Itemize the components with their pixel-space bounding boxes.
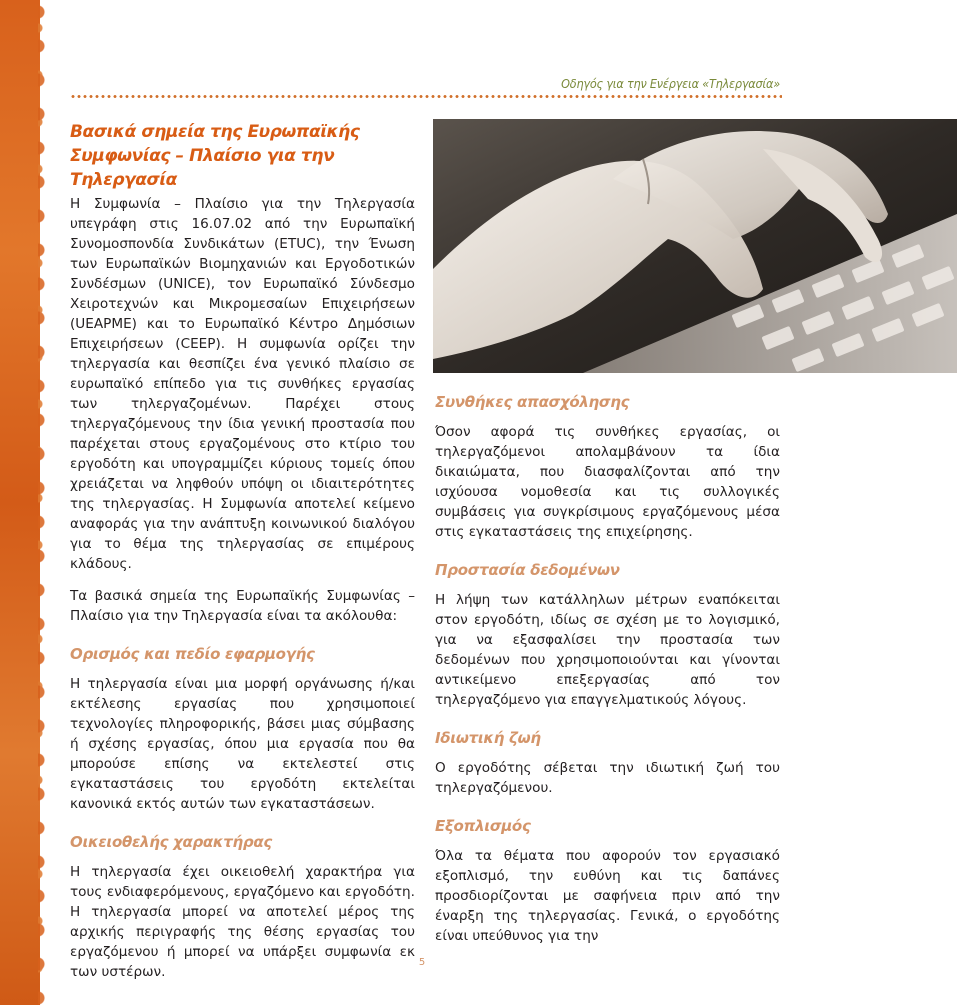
- paragraph-equipment: Όλα τα θέματα που αφορούν τον εργασιακό εξοπλισμό, την ευθύνη και τις δαπάνες προσδιορίζονται με σαφήνεια πριν από την έναρξη της τηλεργασίας. Γενικά, ο εργοδότης είναι υπεύθυνος για την: [435, 848, 780, 944]
- paragraph-privacy: Ο εργοδότης σέβεται την ιδιωτική ζωή του τηλεργαζόμενου.: [435, 760, 780, 796]
- right-column: [435, 392, 780, 946]
- heading-privacy: Ιδιωτική ζωή: [435, 729, 541, 747]
- orange-edge-strip: [0, 0, 40, 1005]
- paragraph-voluntary: Η τηλεργασία έχει οικειοθελή χαρακτήρα για τους ενδιαφερόμενους, εργαζόμενο και εργοδότη. Η τηλεργασία μπορεί να αποτελεί μέρος της αρχικής περιγραφής της θέσης εργασίας του εργαζόμενου ή μπορεί να υπάρξει συμφωνία εκ των υστέρων.: [70, 864, 415, 980]
- intro-paragraph-2: Τα βασικά σημεία της Ευρωπαϊκής Συμφωνίας – Πλαίσιο για την Τηλεργασία είναι τα ακόλουθα:: [70, 588, 415, 624]
- heading-voluntary: Οικειοθελής χαρακτήρας: [70, 833, 272, 851]
- running-head: Οδηγός για την Ενέργεια «Τηλεργασία»: [561, 76, 780, 91]
- keyboard-hands-illustration: [433, 119, 957, 373]
- page-number: 5: [418, 957, 426, 968]
- typing-hands-photo: [433, 119, 957, 373]
- paragraph-employment-conditions: Όσον αφορά τις συνθήκες εργασίας, οι τηλεργαζόμενοι απολαμβάνουν τα ίδια δικαιώματα, που διασφαλίζονται από την ισχύουσα νομοθεσία και τις συλλογικές συμβάσεις για συγκρίσιμους εργαζόμενους μέσα στις εγκαταστάσεις της επιχείρησης.: [435, 424, 780, 540]
- title-line-1: Βασικά σημεία της Ευρωπαϊκής: [70, 122, 360, 142]
- dotted-rule: [70, 95, 782, 98]
- title-line-2: Συμφωνίας – Πλαίσιο για την Τηλεργασία: [70, 146, 335, 190]
- heading-employment-conditions: Συνθήκες απασχόλησης: [435, 393, 630, 411]
- article-title: [70, 120, 415, 192]
- heading-definition: Ορισμός και πεδίο εφαρμογής: [70, 645, 315, 663]
- intro-paragraph: Η Συμφωνία – Πλαίσιο για την Τηλεργασία υπεγράφη στις 16.07.02 από την Ευρωπαϊκή Συνομοσπονδία Συνδικάτων (ETUC), την Ένωση των Ευρωπαϊκών Βιομηχανιών και Εργοδοτικών Συνδέσμων (UNICE), τον Ευρωπαϊκό Σύνδεσμο Χειροτεχνών και Μικρομεσαίων Επιχειρήσεων (UEAPME) και το Ευρωπαϊκό Κέντρο Δημόσιων Επιχειρήσεων (CEEP). Η συμφωνία ορίζει την τηλεργασία και θεσπίζει ένα γενικό πλαίσιο σε ευρωπαϊκό επίπεδο για τις συνθήκες εργασίας των τηλεργαζομένων. Παρέχει στους τηλεργαζόμενους την ίδια γενική προστασία που παρέχεται στους εργαζομένους στο κτίριο του εργοδότη και υπογραμμίζει κύριους τομείς όπου χρειάζεται να ληφθούν υπόψη οι ιδιαιτερότητες της τηλεργασίας. Η Συμφωνία αποτελεί κείμενο αναφοράς για την ανάπτυξη κοινωνικού διαλόγου για το θέμα της τηλεργασίας σε επιμέρους κλάδους.: [70, 196, 415, 572]
- paragraph-data-protection: Η λήψη των κατάλληλων μέτρων εναπόκειται στον εργοδότη, ιδίως σε σχέση με το λογισμικό, για να εξασφαλίσει την προστασία των δεδομένων που χρησιμοποιούνται και γίνονται αντικείμενο επεξεργασίας από τον τηλεργαζόμενο για επαγγελματικούς λόγους.: [435, 592, 780, 708]
- heading-data-protection: Προστασία δεδομένων: [435, 561, 620, 579]
- paragraph-definition: Η τηλεργασία είναι μια μορφή οργάνωσης ή/και εκτέλεσης εργασίας που χρησιμοποιεί τεχνολογίες πληροφορικής, βάσει μιας σύμβασης ή σχέσης εργασίας, όπου μια εργασία που θα μπορούσε επίσης να εκτελεστεί στις εγκαταστάσεις του εργοδότη εκτελείται κανονικά εκτός αυτών των εγκαταστάσεων.: [70, 676, 415, 812]
- left-column: [70, 120, 415, 982]
- heading-equipment: Εξοπλισμός: [435, 817, 531, 835]
